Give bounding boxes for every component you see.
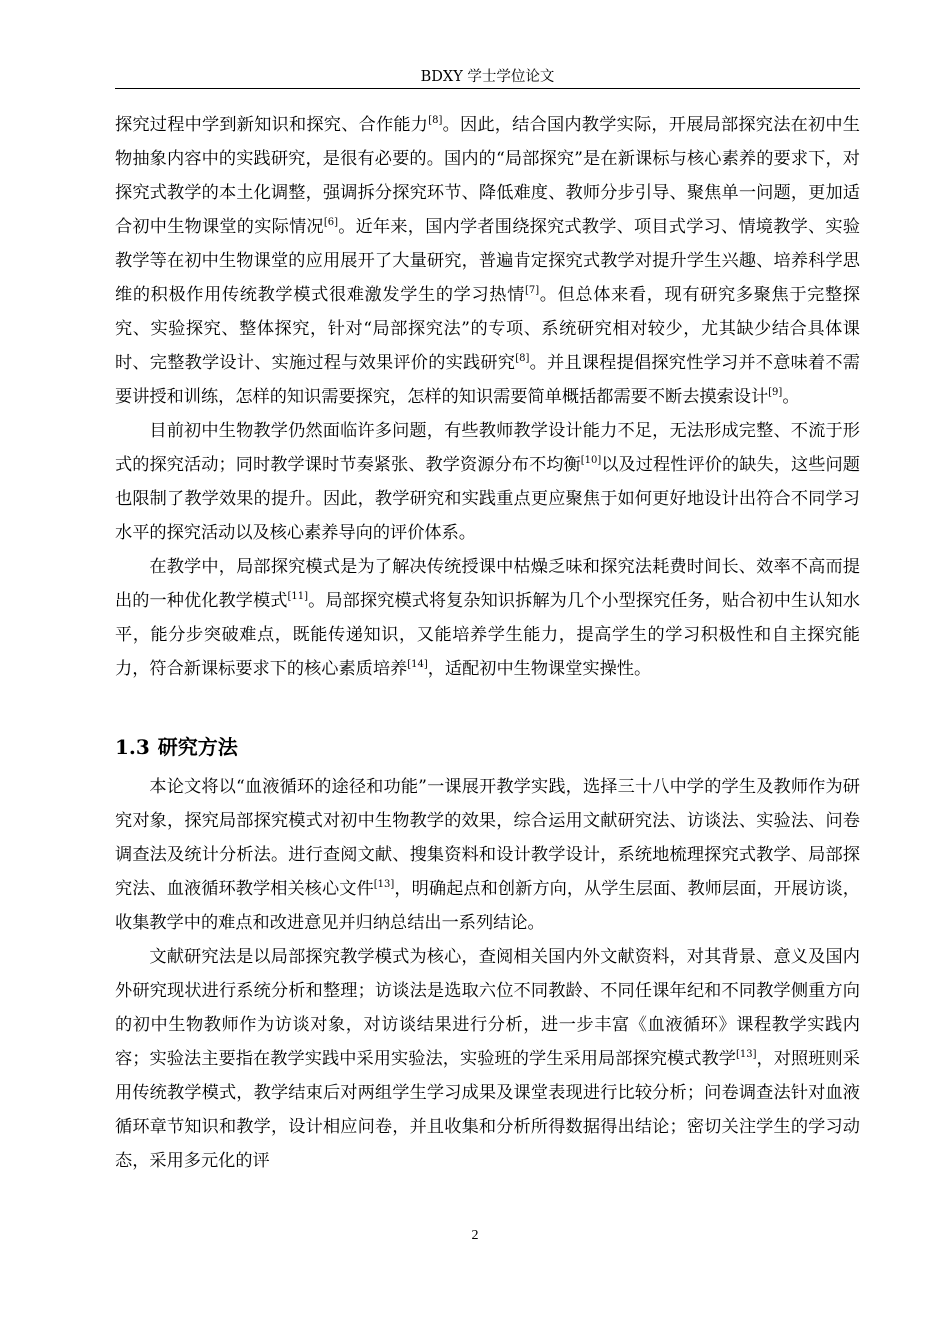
paragraph-continuation: 探究过程中学到新知识和探究、合作能力[8]。因此，结合国内教学实际，开展局部探究法在初中生物抽象内容中的实践研究，是很有必要的。国内的“局部探究”是在新课标与核心素养的要求下，对探究式教学的本土化调整，强调拆分探究环节、降低难度、教师分步引导、聚焦单一问题，更加适合初中生物课堂的实际情况[6]。近年来，国内学者围绕探究式教学、项目式学习、情境教学、实验教学等在初中生物课堂的应用展开了大量研究，普遍肯定探究式教学对提升学生兴趣、培养科学思维的积极作用传统教学模式很难激发学生的学习热情[7]。但总体来看，现有研究多聚焦于完整探究、实验探究、整体探究，针对“局部探究法”的专项、系统研究相对较少，尤其缺少结合具体课时、完整教学设计、实施过程与效果评价的实践研究[8]。并且课程提倡探究性学习并不意味着不需要讲授和训练，怎样的知识需要探究，怎样的知识需要简单概括都需要不断去摸索设计[9]。	[115, 115, 860, 407]
citation: [7]	[524, 285, 540, 296]
paragraph: 文献研究法是以局部探究教学模式为核心，查阅相关国内外文献资料，对其背景、意义及国内外研究现状进行系统分析和整理；访谈法是选取六位不同教龄、不同任课年纪和不同教学侧重方向的初中生物教师作为访谈对象，对访谈结果进行分析，进一步丰富《血液循环》课程教学实践内容；实验法主要指在教学实践中采用实验法，实验班的学生采用局部探究模式教学[13]，对照班则采用传统教学模式，教学结束后对两组学生学习成果及课堂表现进行比较分析；问卷调查法针对血液循环章节知识和教学，设计相应问卷，并且收集和分析所得数据得出结论；密切关注学生的学习动态，采用多元化的评	[115, 947, 860, 1171]
citation: [14]	[407, 659, 428, 670]
citation: [11]	[287, 591, 309, 602]
citation: [13]	[373, 879, 395, 890]
page-number: 2	[471, 1228, 479, 1243]
citation: [8]	[428, 115, 443, 126]
section-number: 1.3	[115, 735, 150, 759]
citation: [10]	[580, 455, 602, 466]
citation: [9]	[768, 387, 783, 398]
body-content	[115, 108, 860, 1178]
paragraph: 目前初中生物教学仍然面临许多问题，有些教师教学设计能力不足，无法形成完整、不流于形式的探究活动；同时教学课时节奏紧张、教学资源分布不均衡[10]以及过程性评价的缺失，这些问题也限制了教学效果的提升。因此，教学研究和实践重点更应聚焦于如何更好地设计出符合不同学习水平的探究活动以及核心素养导向的评价体系。	[115, 421, 860, 543]
paragraph: 本论文将以“血液循环的途径和功能”一课展开教学实践，选择三十八中学的学生及教师作为研究对象，探究局部探究模式对初中生物教学的效果，综合运用文献研究法、访谈法、实验法、问卷调查法及统计分析法。进行查阅文献、搜集资料和设计教学设计，系统地梳理探究式教学、局部探究法、血液循环教学相关核心文件[13]，明确起点和创新方向，从学生层面、教师层面，开展访谈，收集教学中的难点和改进意见并归纳总结出一系列结论。	[115, 777, 860, 933]
section-heading	[115, 724, 860, 770]
citation: [13]	[735, 1049, 757, 1060]
citation: [6]	[323, 217, 338, 228]
citation: [8]	[515, 353, 530, 364]
section-title: 研究方法	[157, 735, 238, 759]
paragraph: 在教学中，局部探究模式是为了解决传统授课中枯燥乏味和探究法耗费时间长、效率不高而提出的一种优化教学模式[11]。局部探究模式将复杂知识拆解为几个小型探究任务，贴合初中生认知水平，能分步突破难点，既能传递知识，又能培养学生能力，提高学生的学习积极性和自主探究能力，符合新课标要求下的核心素质培养[14]，适配初中生物课堂实操性。	[115, 557, 860, 679]
running-header: BDXY 学士学位论文	[115, 66, 860, 89]
